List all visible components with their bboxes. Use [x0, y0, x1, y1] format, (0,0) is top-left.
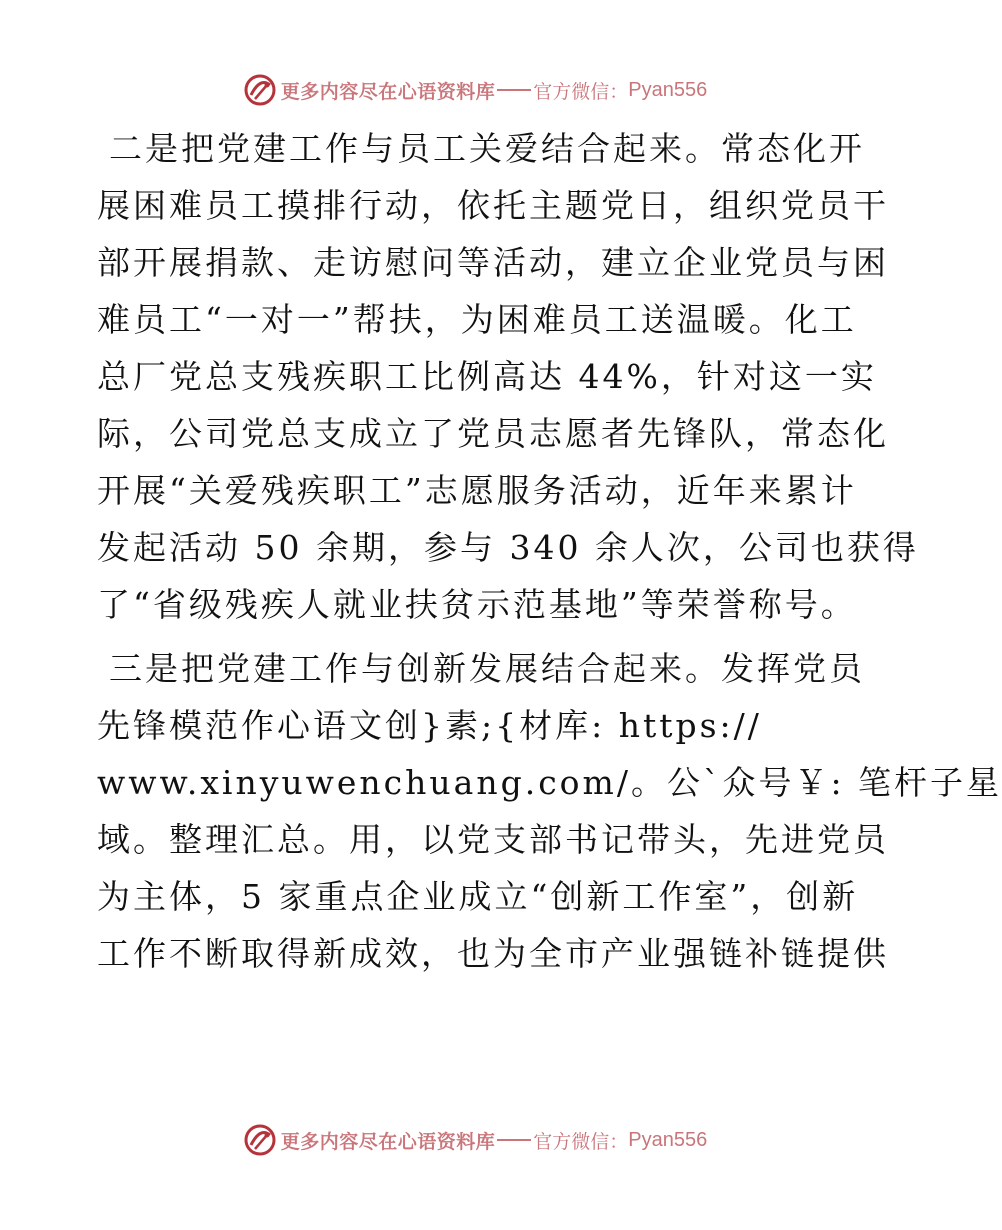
header-dash	[497, 89, 531, 91]
paragraph-1	[97, 120, 919, 633]
text-line: 域。整理汇总。用，以党支部书记带头，先进党员	[97, 820, 889, 859]
text-line: www.xinyuwenchuang.com/。公`众号￥: 笔杆子星	[97, 763, 1002, 802]
footer-sub-text: 官方微信：	[533, 1130, 629, 1153]
paragraph-2	[97, 640, 1002, 982]
text-line: 展困难员工摸排行动，依托主题党日，组织党员干	[97, 186, 889, 225]
text-line: 了“省级残疾人就业扶贫示范基地”等荣誉称号。	[97, 585, 857, 624]
footer-brand-text: 更多内容尽在心语资料库	[280, 1130, 496, 1153]
text-line: 先锋模范作心语文创}素;{材库: https://	[97, 706, 762, 745]
brand-logo-icon	[243, 1123, 277, 1157]
brand-logo-icon	[243, 73, 277, 107]
text-line: 为主体，5 家重点企业成立“创新工作室”，创新	[97, 877, 859, 916]
header-watermark	[0, 70, 950, 110]
text-line: 三是把党建工作与创新发展结合起来。发挥党员	[109, 649, 865, 688]
header-wechat-id: Pyan556	[628, 78, 708, 101]
footer-dash	[497, 1139, 531, 1141]
text-line: 总厂党总支残疾职工比例高达 44%，针对这一实	[97, 357, 877, 396]
header-sub-text: 官方微信：	[533, 80, 629, 103]
text-line: 际，公司党总支成立了党员志愿者先锋队，常态化	[97, 414, 889, 453]
text-line: 发起活动 50 余期，参与 340 余人次，公司也获得	[97, 528, 919, 567]
text-line: 二是把党建工作与员工关爱结合起来。常态化开	[109, 129, 865, 168]
text-line: 工作不断取得新成效，也为全市产业强链补链提供	[97, 934, 889, 973]
text-line: 难员工“一对一”帮扶，为困难员工送温暖。化工	[97, 300, 857, 339]
text-line: 开展“关爱残疾职工”志愿服务活动，近年来累计	[97, 471, 857, 510]
header-brand-text: 更多内容尽在心语资料库	[280, 80, 496, 103]
footer-watermark	[0, 1120, 950, 1160]
footer-wechat-id: Pyan556	[628, 1128, 708, 1151]
text-line: 部开展捐款、走访慰问等活动，建立企业党员与困	[97, 243, 889, 282]
document-body	[97, 120, 1002, 982]
